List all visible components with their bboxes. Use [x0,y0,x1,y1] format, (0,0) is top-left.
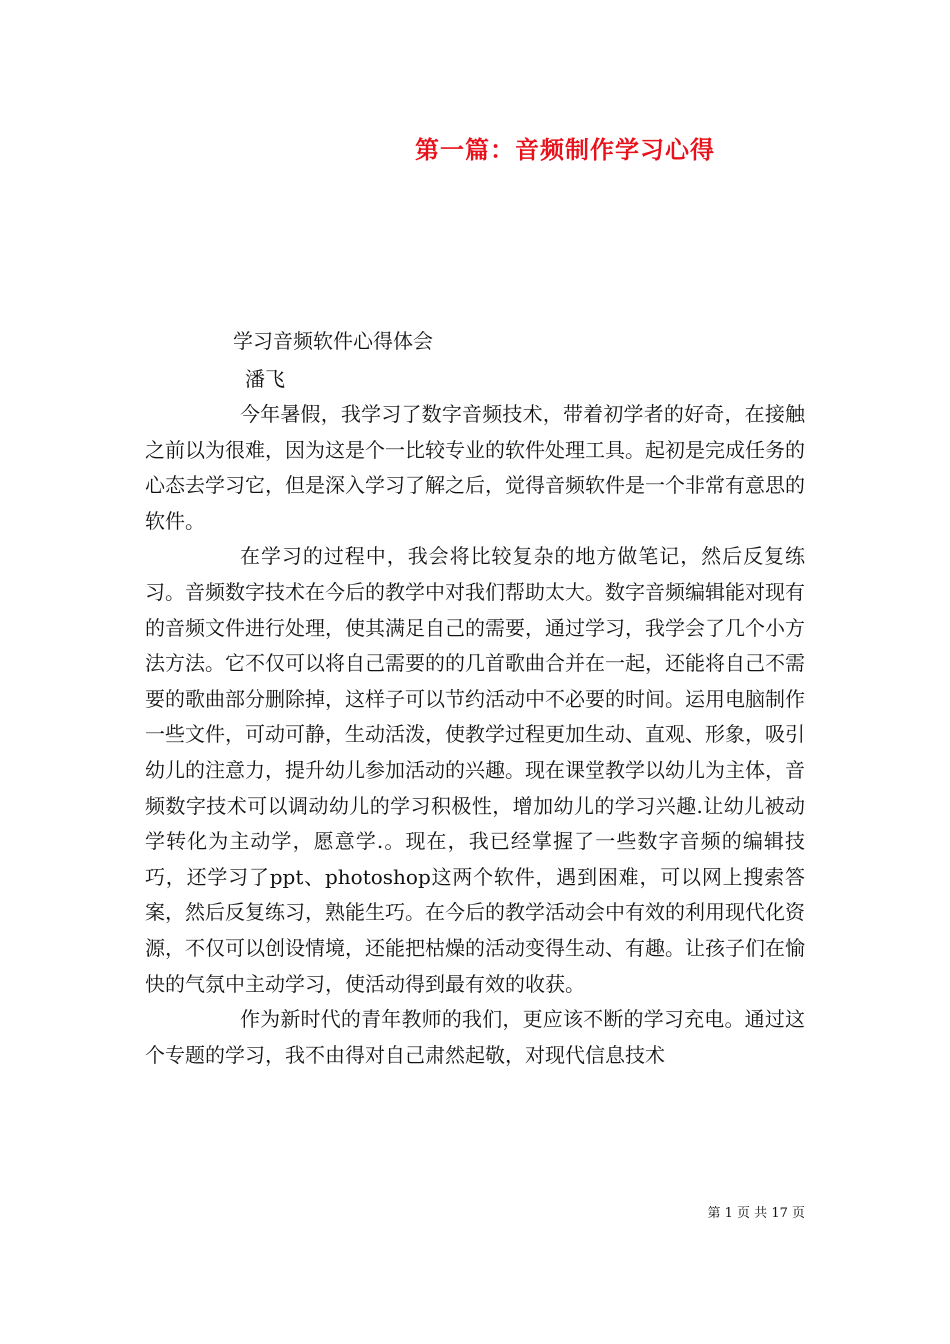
author-name: 潘飞 [245,367,285,391]
paragraph-3: 作为新时代的青年教师的我们，更应该不断的学习充电。通过这个专题的学习，我不由得对自己肃然起敬，对现代信息技术 [145,1007,805,1067]
document-body [145,397,805,1073]
page-title: 第一篇：音频制作学习心得 [415,135,715,164]
page-number-footer: 第 1 页 共 17 页 [707,1206,805,1221]
paragraph-1: 今年暑假，我学习了数字音频技术，带着初学者的好奇，在接触之前以为很难，因为这是个一比较专业的软件处理工具。起初是完成任务的心态去学习它，但是深入学习了解之后，觉得音频软件是一个非常有意思的软件。 [145,402,805,533]
document-heading: 学习音频软件心得体会 [233,329,433,353]
paragraph-2: 在学习的过程中，我会将比较复杂的地方做笔记，然后反复练习。音频数字技术在今后的教学中对我们帮助太大。数字音频编辑能对现有的音频文件进行处理，使其满足自己的需要，通过学习，我学会了几个小方法方法。它不仅可以将自己需要的的几首歌曲合并在一起，还能将自己不需要的歌曲部分删除掉，这样子可以节约活动中不必要的时间。运用电脑制作一些文件，可动可静，生动活泼，使教学过程更加生动、直观、形象，吸引幼儿的注意力，提升幼儿参加活动的兴趣。现在课堂教学以幼儿为主体，音频数字技术可以调动幼儿的学习积极性，增加幼儿的学习兴趣.让幼儿被动学转化为主动学，愿意学.。现在，我已经掌握了一些数字音频的编辑技巧，还学习了ppt、photoshop这两个软件，遇到困难，可以网上搜索答案，然后反复练习，熟能生巧。在今后的教学活动会中有效的利用现代化资源，不仅可以创设情境，还能把枯燥的活动变得生动、有趣。让孩子们在愉快的气氛中主动学习，使活动得到最有效的收获。 [145,544,805,996]
